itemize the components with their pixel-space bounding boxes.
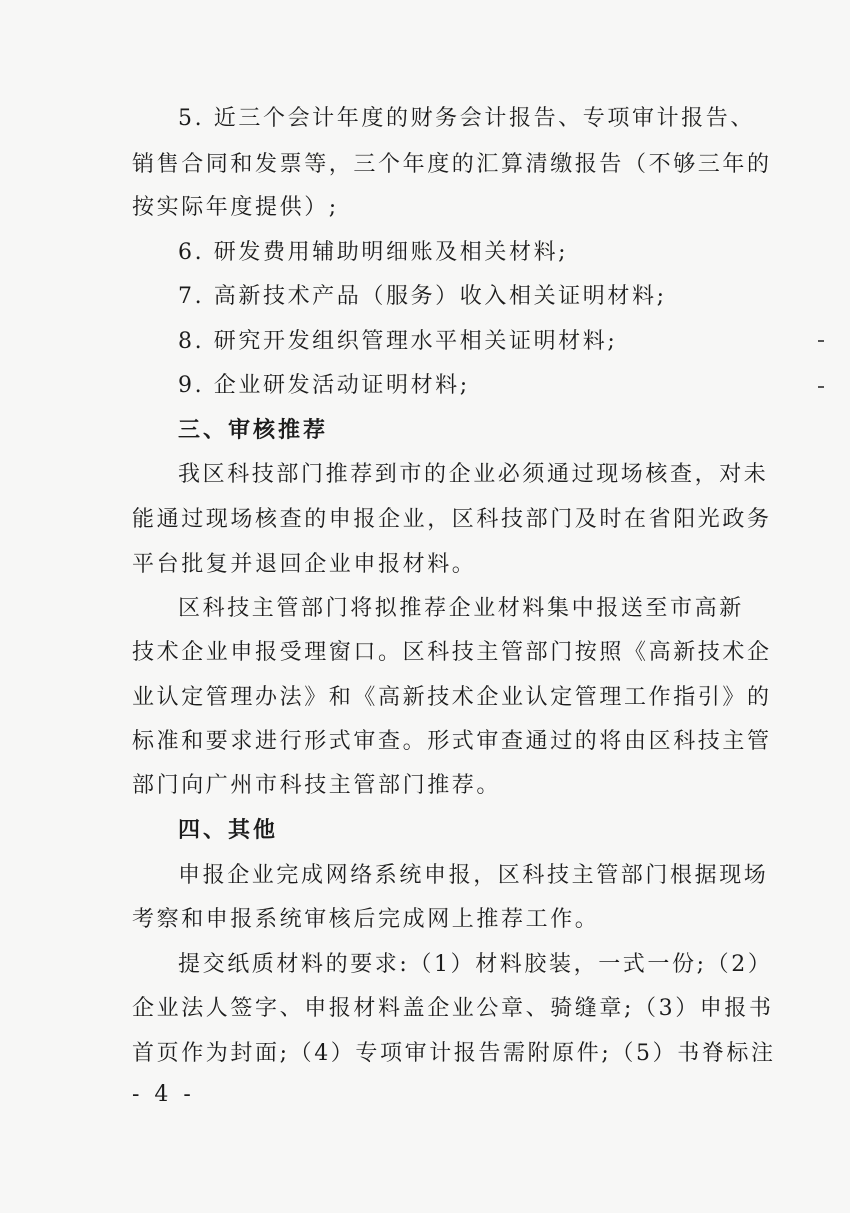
- list-item-5-line-3: 按实际年度提供）;: [132, 195, 339, 220]
- review-para-2-line-5: 部门向广州市科技主管部门推荐。: [132, 773, 502, 798]
- review-para-1-line-2: 能通过现场核查的申报企业，区科技部门及时在省阳光政务: [132, 507, 772, 532]
- review-para-2-line-2: 技术企业申报受理窗口。区科技主管部门按照《高新技术企: [132, 640, 772, 665]
- review-para-2-line-4: 标准和要求进行形式审查。形式审查通过的将由区科技主管: [132, 729, 772, 754]
- list-item-8: 8. 研究开发组织管理水平相关证明材料;: [178, 329, 618, 354]
- other-para-1-line-1: 申报企业完成网络系统申报，区科技主管部门根据现场: [178, 863, 769, 888]
- list-item-6: 6. 研发费用辅助明细账及相关材料;: [178, 240, 569, 265]
- other-para-2-line-2: 企业法人签字、申报材料盖企业公章、骑缝章;（3）申报书: [132, 996, 774, 1021]
- scan-mark: [818, 386, 824, 388]
- other-para-1-line-2: 考察和申报系统审核后完成网上推荐工作。: [132, 907, 600, 932]
- review-para-2-line-1: 区科技主管部门将拟推荐企业材料集中报送至市高新: [178, 596, 744, 621]
- list-item-9: 9. 企业研发活动证明材料;: [178, 373, 470, 398]
- section-heading-other: 四、其他: [178, 818, 279, 843]
- other-para-2-line-1: 提交纸质材料的要求:（1）材料胶装，一式一份;（2）: [178, 952, 773, 977]
- page-number: - 4 -: [132, 1082, 195, 1107]
- review-para-2-line-3: 业认定管理办法》和《高新技术企业认定管理工作指引》的: [132, 685, 772, 710]
- scan-mark: [818, 340, 824, 342]
- list-item-5-line-2: 销售合同和发票等，三个年度的汇算清缴报告（不够三年的: [132, 152, 772, 177]
- section-heading-review: 三、审核推荐: [178, 418, 329, 443]
- list-item-7: 7. 高新技术产品（服务）收入相关证明材料;: [178, 284, 667, 309]
- list-item-5-line-1: 5. 近三个会计年度的财务会计报告、专项审计报告、: [178, 106, 755, 131]
- review-para-1-line-3: 平台批复并退回企业申报材料。: [132, 552, 477, 577]
- review-para-1-line-1: 我区科技部门推荐到市的企业必须通过现场核查，对未: [178, 462, 769, 487]
- other-para-2-line-3: 首页作为封面;（4）专项审计报告需附原件;（5）书脊标注: [132, 1041, 776, 1066]
